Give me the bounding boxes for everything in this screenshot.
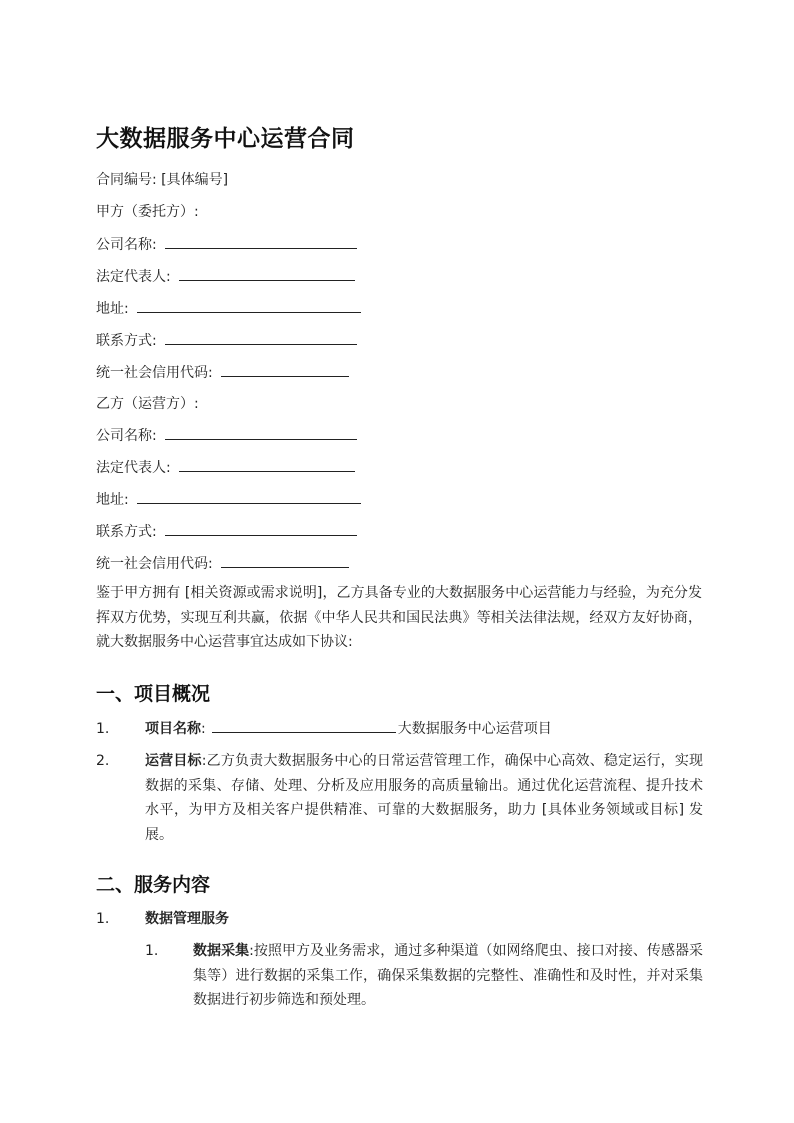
preamble-paragraph: 鉴于甲方拥有 [相关资源或需求说明]，乙方具备专业的大数据服务中心运营能力与经验，为充分发挥双方优势，实现互利共赢，依据《中华人民共和国民法典》等相关法律法规，经双方友好协商，就大数据服务中心运营事宜达成如下协议: bbox=[96, 585, 702, 650]
field-label: 地址: bbox=[96, 301, 129, 317]
field-label: 统一社会信用代码: bbox=[96, 365, 213, 381]
item-label: 项目名称 bbox=[145, 721, 201, 737]
field-label: 联系方式: bbox=[96, 524, 157, 540]
field-label: 法定代表人: bbox=[96, 269, 171, 285]
party-b-credit-code-field bbox=[96, 553, 349, 574]
item-label: 运营目标 bbox=[145, 753, 202, 769]
party-b-company-field bbox=[96, 425, 357, 446]
fill-blank[interactable] bbox=[165, 330, 357, 345]
item-colon: : bbox=[249, 943, 254, 959]
list-number: 2. bbox=[96, 753, 110, 769]
field-label: 联系方式: bbox=[96, 333, 157, 349]
fill-blank[interactable] bbox=[221, 553, 349, 568]
party-a-legal-rep-field bbox=[96, 266, 355, 287]
party-a-contact-field bbox=[96, 330, 357, 351]
item-text: 乙方负责大数据服务中心的日常运营管理工作，确保中心高效、稳定运行，实现数据的采集、存储、处理、分析及应用服务的高质量输出。通过优化运营流程、提升技术水平，为甲方及相关客户提供精准、可靠的大数据服务，助力 [具体业务领域或目标] 发展。 bbox=[145, 753, 704, 843]
item-label: 数据采集 bbox=[193, 943, 250, 959]
contract-number bbox=[96, 170, 228, 190]
list-item bbox=[145, 749, 703, 847]
list-item bbox=[145, 717, 705, 742]
section-heading: 一、项目概况 bbox=[96, 683, 211, 705]
fill-blank[interactable] bbox=[212, 717, 396, 733]
item-suffix: 大数据服务中心运营项目 bbox=[397, 721, 552, 737]
fill-blank[interactable] bbox=[137, 298, 361, 313]
party-a-address-field bbox=[96, 298, 361, 319]
field-label: 公司名称: bbox=[96, 428, 157, 444]
party-a-company-field bbox=[96, 234, 357, 255]
contract-number-label: 合同编号: bbox=[96, 172, 157, 188]
party-b-contact-field bbox=[96, 521, 357, 542]
fill-blank[interactable] bbox=[179, 266, 355, 281]
fill-blank[interactable] bbox=[137, 489, 361, 504]
list-number: 1. bbox=[96, 911, 110, 927]
party-b-legal-rep-field bbox=[96, 457, 355, 478]
fill-blank[interactable] bbox=[179, 457, 355, 472]
item-colon: : bbox=[201, 721, 206, 737]
item-colon: : bbox=[201, 753, 207, 769]
field-label: 统一社会信用代码: bbox=[96, 556, 213, 572]
item-text: 按照甲方及业务需求，通过多种渠道（如网络爬虫、接口对接、传感器采集等）进行数据的采集工作，确保采集数据的完整性、准确性和及时性，并对采集数据进行初步筛选和预处理。 bbox=[193, 943, 704, 1008]
fill-blank[interactable] bbox=[165, 425, 357, 440]
sub-list-item bbox=[193, 939, 703, 1013]
section-heading: 二、服务内容 bbox=[96, 874, 211, 896]
list-item-label: 数据管理服务 bbox=[145, 911, 229, 927]
field-label: 地址: bbox=[96, 492, 129, 508]
fill-blank[interactable] bbox=[221, 362, 349, 377]
list-number: 1. bbox=[96, 721, 110, 737]
page-title: 大数据服务中心运营合同 bbox=[96, 126, 355, 152]
fill-blank[interactable] bbox=[165, 234, 357, 249]
party-a-credit-code-field bbox=[96, 362, 349, 383]
sub-list-number: 1. bbox=[145, 943, 159, 959]
contract-number-value: [具体编号] bbox=[161, 172, 229, 188]
field-label: 法定代表人: bbox=[96, 460, 171, 476]
field-label: 公司名称: bbox=[96, 237, 157, 253]
party-b-address-field bbox=[96, 489, 361, 510]
party-a-heading: 甲方（委托方）: bbox=[96, 204, 199, 220]
fill-blank[interactable] bbox=[165, 521, 357, 536]
party-b-heading: 乙方（运营方）: bbox=[96, 396, 199, 412]
